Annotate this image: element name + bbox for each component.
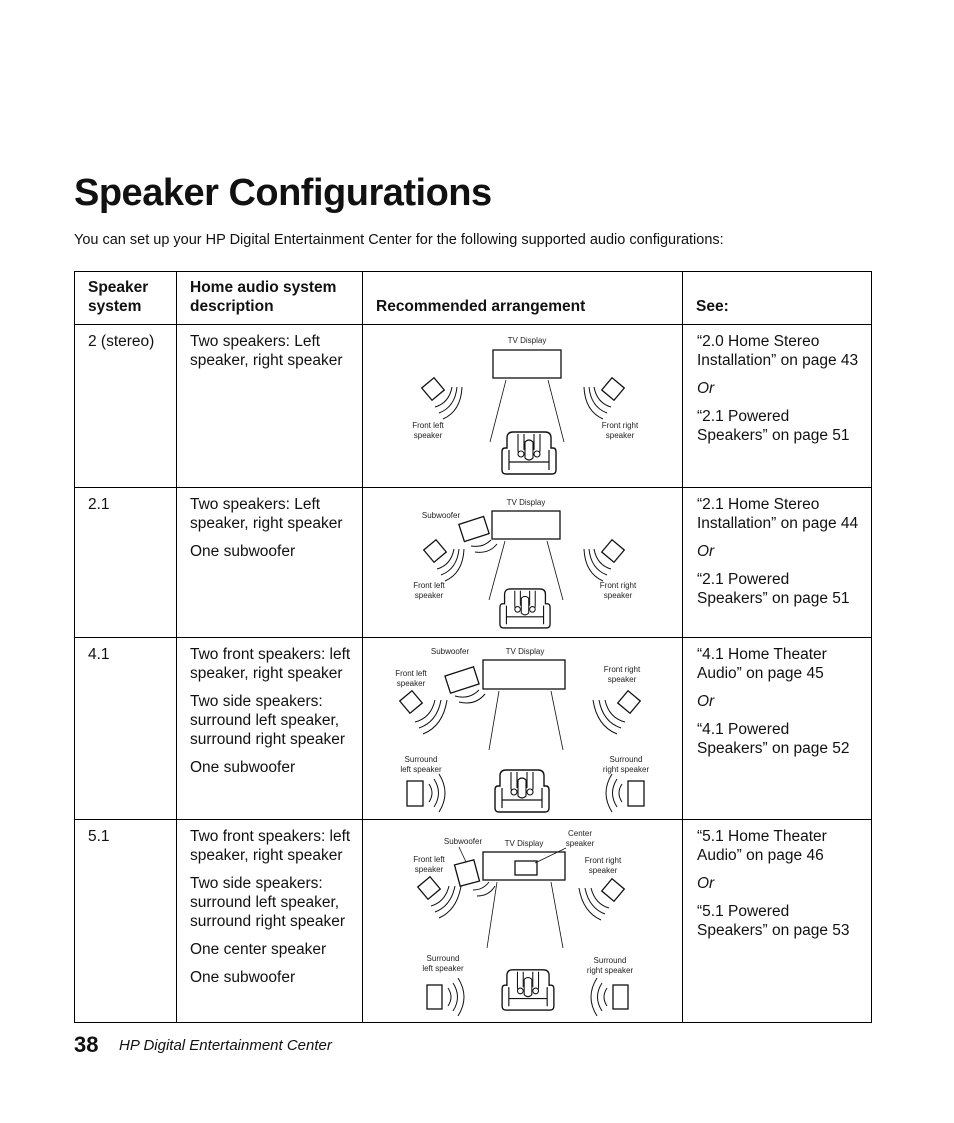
surround-right-speaker <box>613 985 628 1009</box>
sofa-icon <box>502 432 556 474</box>
see-or: Or <box>697 543 715 560</box>
front-right-speaker <box>602 879 625 902</box>
cell-description <box>177 325 363 488</box>
subwoofer-label: Subwoofer <box>430 647 470 656</box>
speaker-configurations-table <box>74 271 872 1023</box>
see-reference: “4.1 Home Theater Audio” on page 45 <box>697 646 827 682</box>
cell-arrangement <box>363 638 683 820</box>
description-line: One subwoofer <box>190 759 296 776</box>
header-see: See: <box>683 272 872 325</box>
cell-see <box>683 488 872 638</box>
see-reference: “2.0 Home Stereo Installation” on page 43 <box>697 333 859 369</box>
table-row <box>75 325 872 488</box>
header-arrangement: Recommended arrangement <box>363 272 683 325</box>
see-reference: “2.1 Home Stereo Installation” on page 44 <box>697 496 859 532</box>
page-number: 38 <box>74 1032 99 1057</box>
description-line: Two front speakers: left speaker, right speaker <box>190 646 351 682</box>
description-line: Two speakers: Left speaker, right speaker <box>190 496 343 532</box>
description-line: Two side speakers: surround left speaker, surround right speaker <box>190 693 346 748</box>
cell-system: 2 (stereo) <box>75 325 177 488</box>
description-line: Two speakers: Left speaker, right speaker <box>190 333 343 369</box>
description-line: One subwoofer <box>190 543 296 560</box>
surround-left-label-2: left speaker <box>400 765 442 774</box>
see-reference: “5.1 Powered Speakers” on page 53 <box>697 903 850 939</box>
table-row <box>75 488 872 638</box>
front-right-speaker <box>618 691 641 714</box>
table-header-row <box>75 272 872 325</box>
subwoofer <box>454 860 479 886</box>
cell-arrangement <box>363 325 683 488</box>
front-right-label: Front right <box>599 581 637 590</box>
sofa-icon <box>495 770 549 812</box>
subwoofer <box>445 667 479 693</box>
front-left-speaker <box>424 540 447 563</box>
sofa-icon <box>502 970 554 1010</box>
front-left-label: Front left <box>413 855 445 864</box>
tv-display <box>493 350 561 378</box>
header-description: Home audio system description <box>177 272 363 325</box>
cell-arrangement <box>363 488 683 638</box>
description-line: Two front speakers: left speaker, right speaker <box>190 828 351 864</box>
intro-text: You can set up your HP Digital Entertainment Center for the following supported audio configurations: <box>74 232 724 248</box>
center-label: Center <box>567 829 593 838</box>
surround-left-speaker <box>407 781 423 806</box>
cell-description <box>177 488 363 638</box>
see-reference: “2.1 Powered Speakers” on page 51 <box>697 571 850 607</box>
subwoofer-label: Subwoofer <box>421 511 461 520</box>
front-left-speaker <box>400 691 423 714</box>
front-left-label-2: speaker <box>414 865 444 874</box>
tv-display-label: TV Display <box>507 336 547 345</box>
see-reference: “5.1 Home Theater Audio” on page 46 <box>697 828 827 864</box>
description-line: One center speaker <box>190 941 327 958</box>
cell-description <box>177 638 363 820</box>
description-line: Two side speakers: surround left speaker, surround right speaker <box>190 875 346 930</box>
front-left-label-2: speaker <box>414 591 444 600</box>
front-left-label: Front left <box>413 581 445 590</box>
see-or: Or <box>697 380 715 397</box>
arrangement-diagram-2-0 <box>363 325 683 486</box>
front-left-label: Front left <box>412 421 444 430</box>
cell-description <box>177 820 363 1023</box>
arrangement-diagram-4-1 <box>363 638 683 818</box>
header-speaker-system: Speaker system <box>75 272 177 325</box>
cell-arrangement <box>363 820 683 1023</box>
front-right-label: Front right <box>601 421 639 430</box>
cell-see <box>683 325 872 488</box>
tv-display-label: TV Display <box>505 647 545 656</box>
arrangement-diagram-5-1 <box>363 820 683 1021</box>
table-row <box>75 638 872 820</box>
tv-display-label: TV Display <box>504 839 544 848</box>
front-right-label: Front right <box>603 665 641 674</box>
front-left-speaker <box>418 877 441 900</box>
surround-right-label: Surround <box>593 956 627 965</box>
front-left-label: Front left <box>395 669 427 678</box>
surround-right-label-2: right speaker <box>586 966 634 975</box>
front-right-label: Front right <box>584 856 622 865</box>
page-title: Speaker Configurations <box>74 172 492 214</box>
front-right-label-2: speaker <box>605 431 635 440</box>
front-left-label-2: speaker <box>396 679 426 688</box>
center-label-2: speaker <box>565 839 595 848</box>
surround-right-speaker <box>628 781 644 806</box>
arrangement-diagram-2-1 <box>363 488 683 636</box>
front-right-label-2: speaker <box>588 866 618 875</box>
subwoofer-label: Subwoofer <box>443 837 483 846</box>
surround-left-label: Surround <box>426 954 460 963</box>
sofa-icon <box>500 589 550 628</box>
table-row <box>75 820 872 1023</box>
tv-display <box>492 511 560 539</box>
tv-display <box>483 660 565 689</box>
front-right-speaker <box>602 540 625 563</box>
see-reference: “2.1 Powered Speakers” on page 51 <box>697 408 850 444</box>
surround-left-label: Surround <box>404 755 438 764</box>
cell-see <box>683 820 872 1023</box>
cell-system: 4.1 <box>75 638 177 820</box>
description-line: One subwoofer <box>190 969 296 986</box>
subwoofer <box>459 516 489 541</box>
surround-left-speaker <box>427 985 442 1009</box>
surround-right-label: Surround <box>609 755 643 764</box>
cell-system: 2.1 <box>75 488 177 638</box>
tv-display-label: TV Display <box>506 498 546 507</box>
front-right-label-2: speaker <box>603 591 633 600</box>
footer-book-title: HP Digital Entertainment Center <box>119 1037 332 1054</box>
front-right-label-2: speaker <box>607 675 637 684</box>
cell-system: 5.1 <box>75 820 177 1023</box>
center-speaker <box>515 861 537 875</box>
surround-right-label-2: right speaker <box>602 765 650 774</box>
surround-left-label-2: left speaker <box>422 964 464 973</box>
front-left-speaker <box>422 378 445 401</box>
see-or: Or <box>697 875 715 892</box>
cell-see <box>683 638 872 820</box>
front-left-label-2: speaker <box>413 431 443 440</box>
front-right-speaker <box>602 378 625 401</box>
see-or: Or <box>697 693 715 710</box>
see-reference: “4.1 Powered Speakers” on page 52 <box>697 721 850 757</box>
